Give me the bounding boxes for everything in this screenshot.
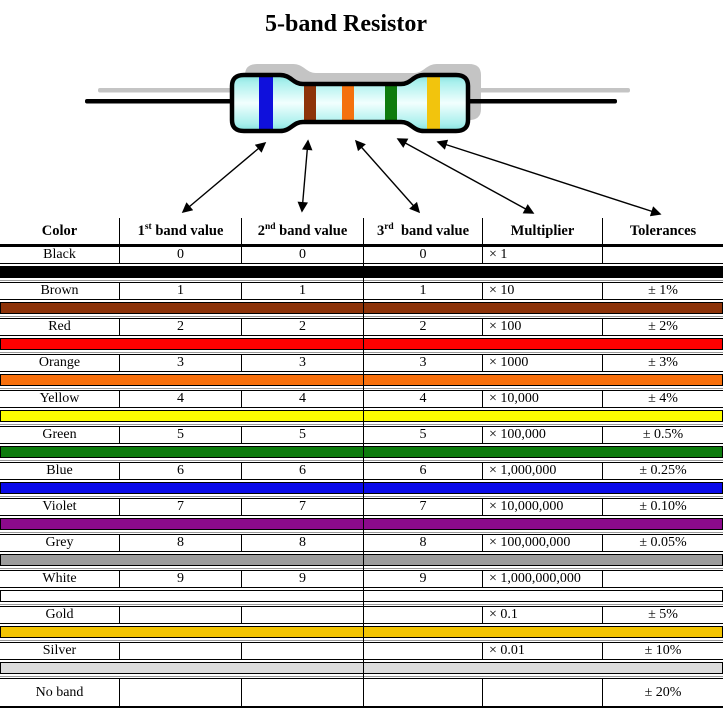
cell-color-white: White bbox=[0, 571, 120, 587]
stripe-underline-orange bbox=[0, 388, 723, 389]
text-row-yellow bbox=[0, 390, 723, 408]
cell-band1-brown: 1 bbox=[120, 283, 242, 299]
cell-multiplier-no-band bbox=[483, 679, 603, 706]
color-stripe-orange bbox=[0, 374, 723, 386]
text-row-white bbox=[0, 570, 723, 588]
cell-band3-brown: 1 bbox=[364, 283, 483, 299]
stripe-underline-white bbox=[0, 604, 723, 605]
cell-tolerance-grey: ± 0.05% bbox=[639, 535, 687, 550]
cell-multiplier-brown: × 10 bbox=[483, 283, 603, 299]
cell-multiplier-white: × 1,000,000,000 bbox=[483, 571, 603, 587]
stripe-area-violet bbox=[0, 516, 723, 534]
cell-color-red: Red bbox=[0, 319, 120, 335]
resistor-band-5-yellow bbox=[427, 70, 440, 136]
cell-band1-yellow: 4 bbox=[120, 391, 242, 407]
cell-tolerance-yellow: ± 4% bbox=[648, 391, 678, 406]
cell-band2-violet: 7 bbox=[242, 499, 364, 515]
table-row-red bbox=[0, 318, 723, 354]
cell-band2-blue: 6 bbox=[242, 463, 364, 479]
arrow-band3-to-col3 bbox=[356, 141, 419, 212]
cell-color-brown: Brown bbox=[0, 283, 120, 299]
arrow-band5-to-tolerances bbox=[438, 142, 660, 214]
stripe-underline-yellow bbox=[0, 424, 723, 425]
page-title: 5-band Resistor bbox=[264, 11, 427, 37]
color-stripe-blue bbox=[0, 482, 723, 494]
stripe-underline-red bbox=[0, 352, 723, 353]
table-row-blue bbox=[0, 462, 723, 498]
cell-band3-orange: 3 bbox=[364, 355, 483, 371]
stripe-area-blue bbox=[0, 480, 723, 498]
table-header-row bbox=[0, 218, 723, 246]
cell-band2-no-band bbox=[242, 679, 364, 706]
cell-band2-brown: 1 bbox=[242, 283, 364, 299]
stripe-area-yellow bbox=[0, 408, 723, 426]
table-row-white bbox=[0, 570, 723, 606]
stripe-area-red bbox=[0, 336, 723, 354]
table-row-orange bbox=[0, 354, 723, 390]
header-cell-color: Color bbox=[0, 218, 120, 244]
text-row-orange bbox=[0, 354, 723, 372]
color-stripe-brown bbox=[0, 302, 723, 314]
cell-multiplier-orange: × 1000 bbox=[483, 355, 603, 371]
header-cell-3-band-value: 3rd band value bbox=[364, 218, 483, 244]
cell-multiplier-grey: × 100,000,000 bbox=[483, 535, 603, 551]
cell-multiplier-red: × 100 bbox=[483, 319, 603, 335]
text-row-gold bbox=[0, 606, 723, 624]
cell-band1-red: 2 bbox=[120, 319, 242, 335]
stripe-area-green bbox=[0, 444, 723, 462]
table-row-green bbox=[0, 426, 723, 462]
cell-multiplier-blue: × 1,000,000 bbox=[483, 463, 603, 479]
text-row-black bbox=[0, 246, 723, 264]
color-stripe-yellow bbox=[0, 410, 723, 422]
cell-color-yellow: Yellow bbox=[0, 391, 120, 407]
cell-band3-black: 0 bbox=[364, 247, 483, 263]
color-stripe-violet bbox=[0, 518, 723, 530]
cell-band3-green: 5 bbox=[364, 427, 483, 443]
cell-band1-gold bbox=[120, 607, 242, 623]
cell-band2-orange: 3 bbox=[242, 355, 364, 371]
cell-tolerance-red: ± 2% bbox=[648, 319, 678, 334]
cell-tolerance-orange: ± 3% bbox=[648, 355, 678, 370]
header-cell-2-band-value: 2nd band value bbox=[242, 218, 364, 244]
cell-color-silver: Silver bbox=[0, 643, 120, 659]
table-row-no-band bbox=[0, 678, 723, 708]
stripe-underline-black bbox=[0, 280, 723, 281]
arrow-band4-to-multiplier bbox=[398, 139, 533, 213]
cell-band2-red: 2 bbox=[242, 319, 364, 335]
cell-band3-no-band bbox=[364, 679, 483, 706]
cell-color-orange: Orange bbox=[0, 355, 120, 371]
cell-multiplier-gold: × 0.1 bbox=[483, 607, 603, 623]
stripe-area-orange bbox=[0, 372, 723, 390]
table-row-brown bbox=[0, 282, 723, 318]
cell-band1-violet: 7 bbox=[120, 499, 242, 515]
cell-band2-gold bbox=[242, 607, 364, 623]
stripe-area-grey bbox=[0, 552, 723, 570]
resistor-band-3-orange bbox=[342, 82, 354, 124]
table-body bbox=[0, 246, 723, 708]
color-stripe-green bbox=[0, 446, 723, 458]
cell-band2-yellow: 4 bbox=[242, 391, 364, 407]
table-row-grey bbox=[0, 534, 723, 570]
text-row-blue bbox=[0, 462, 723, 480]
resistor-band-2-brown bbox=[304, 82, 316, 124]
cell-color-black: Black bbox=[0, 247, 120, 263]
cell-band1-no-band bbox=[120, 679, 242, 706]
cell-band2-green: 5 bbox=[242, 427, 364, 443]
cell-tolerance-white bbox=[603, 571, 723, 587]
cell-band3-grey: 8 bbox=[364, 535, 483, 551]
text-row-green bbox=[0, 426, 723, 444]
resistor-band-1-blue bbox=[259, 70, 273, 136]
cell-tolerance-black bbox=[603, 247, 723, 263]
cell-band3-violet: 7 bbox=[364, 499, 483, 515]
cell-band1-white: 9 bbox=[120, 571, 242, 587]
text-row-no-band bbox=[0, 678, 723, 708]
table-row-black bbox=[0, 246, 723, 282]
stripe-underline-gold bbox=[0, 640, 723, 641]
cell-band1-green: 5 bbox=[120, 427, 242, 443]
cell-band1-orange: 3 bbox=[120, 355, 242, 371]
header-cell-1-band-value: 1st band value bbox=[120, 218, 242, 244]
cell-multiplier-yellow: × 10,000 bbox=[483, 391, 603, 407]
arrow-band2-to-col2 bbox=[302, 141, 308, 211]
cell-band3-silver bbox=[364, 643, 483, 659]
cell-multiplier-silver: × 0.01 bbox=[483, 643, 603, 659]
cell-color-gold: Gold bbox=[0, 607, 120, 623]
stripe-area-gold bbox=[0, 624, 723, 642]
cell-tolerance-no-band: ± 20% bbox=[644, 684, 682, 700]
color-stripe-gold bbox=[0, 626, 723, 638]
color-code-table bbox=[0, 218, 723, 708]
cell-band2-silver bbox=[242, 643, 364, 659]
stripe-underline-green bbox=[0, 460, 723, 461]
color-stripe-silver bbox=[0, 662, 723, 674]
cell-band1-blue: 6 bbox=[120, 463, 242, 479]
resistor-band-4-green bbox=[385, 82, 397, 124]
cell-band3-gold bbox=[364, 607, 483, 623]
cell-band2-black: 0 bbox=[242, 247, 364, 263]
text-row-red bbox=[0, 318, 723, 336]
cell-tolerance-violet: ± 0.10% bbox=[639, 499, 687, 514]
table-row-gold bbox=[0, 606, 723, 642]
text-row-grey bbox=[0, 534, 723, 552]
right-lead-wire bbox=[467, 99, 617, 104]
stripe-underline-silver bbox=[0, 676, 723, 677]
cell-tolerance-gold: ± 5% bbox=[648, 607, 678, 622]
cell-color-violet: Violet bbox=[0, 499, 120, 515]
resistor-diagram bbox=[0, 0, 723, 218]
cell-band1-silver bbox=[120, 643, 242, 659]
cell-band2-white: 9 bbox=[242, 571, 364, 587]
stripe-area-black bbox=[0, 264, 723, 282]
cell-band3-white: 9 bbox=[364, 571, 483, 587]
cell-band3-red: 2 bbox=[364, 319, 483, 335]
cell-color-green: Green bbox=[0, 427, 120, 443]
color-stripe-white bbox=[0, 590, 723, 602]
cell-band2-grey: 8 bbox=[242, 535, 364, 551]
table-row-yellow bbox=[0, 390, 723, 426]
text-row-violet bbox=[0, 498, 723, 516]
cell-band1-grey: 8 bbox=[120, 535, 242, 551]
stripe-area-silver bbox=[0, 660, 723, 678]
cell-multiplier-violet: × 10,000,000 bbox=[483, 499, 603, 515]
header-cell-multiplier: Multiplier bbox=[483, 218, 603, 244]
cell-multiplier-green: × 100,000 bbox=[483, 427, 603, 443]
color-stripe-grey bbox=[0, 554, 723, 566]
cell-color-blue: Blue bbox=[0, 463, 120, 479]
cell-tolerance-green: ± 0.5% bbox=[642, 427, 684, 442]
text-row-silver bbox=[0, 642, 723, 660]
color-stripe-red bbox=[0, 338, 723, 350]
cell-band3-yellow: 4 bbox=[364, 391, 483, 407]
pointer-arrows bbox=[183, 139, 660, 214]
cell-multiplier-black: × 1 bbox=[483, 247, 603, 263]
stripe-underline-violet bbox=[0, 532, 723, 533]
text-row-brown bbox=[0, 282, 723, 300]
header-cell-tolerances: Tolerances bbox=[629, 222, 697, 239]
cell-tolerance-silver: ± 10% bbox=[644, 643, 682, 658]
left-lead-wire bbox=[85, 99, 233, 104]
color-stripe-black bbox=[0, 266, 723, 278]
cell-tolerance-brown: ± 1% bbox=[648, 283, 678, 298]
stripe-underline-grey bbox=[0, 568, 723, 569]
arrow-band1-to-col1 bbox=[183, 143, 265, 212]
column-separator-line bbox=[363, 218, 365, 708]
cell-band3-blue: 6 bbox=[364, 463, 483, 479]
stripe-underline-brown bbox=[0, 316, 723, 317]
stripe-area-brown bbox=[0, 300, 723, 318]
stripe-underline-blue bbox=[0, 496, 723, 497]
cell-color-no-band: No band bbox=[0, 679, 120, 706]
table-row-silver bbox=[0, 642, 723, 678]
stripe-area-white bbox=[0, 588, 723, 606]
table-row-violet bbox=[0, 498, 723, 534]
cell-color-grey: Grey bbox=[0, 535, 120, 551]
cell-band1-black: 0 bbox=[120, 247, 242, 263]
cell-tolerance-blue: ± 0.25% bbox=[639, 463, 687, 478]
